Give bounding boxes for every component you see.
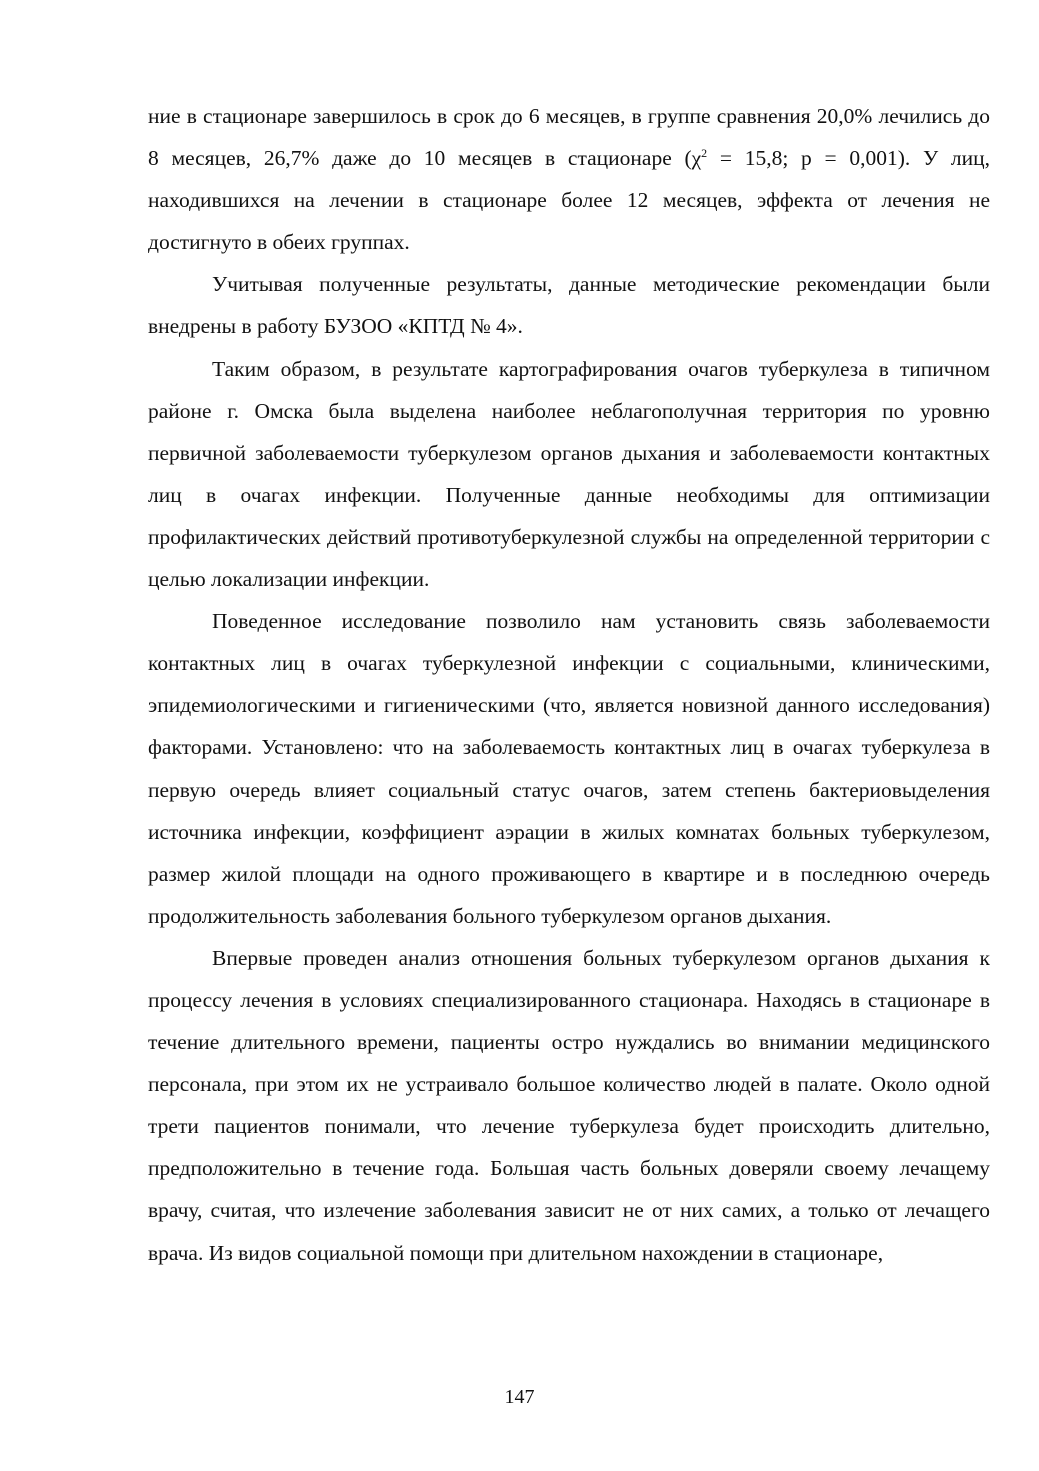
chi-square-superscript: 2 [701, 145, 708, 160]
page-number: 147 [504, 1386, 535, 1408]
body-text [148, 95, 990, 1274]
paragraph-1 [148, 95, 990, 263]
paragraph-1-text-start: ние в стационаре завершилось в срок до 6 месяцев, в группе сравнения 20,0% лечились до 8 месяцев, 26,7% даже до 10 месяцев в стационаре (χ [148, 104, 990, 171]
paragraph-1-text-end: = 15,8; р = 0,001). У лиц, находившихся на лечении в стационаре более 12 месяцев, эффекта от лечения не достигнуто в обеих группах. [148, 146, 990, 255]
paragraph-5: Впервые проведен анализ отношения больных туберкулезом органов дыхания к процессу лечения в условиях специализированного стационара. Находясь в стационаре в течение длительного времени, пациенты остро нуждались во внимании медицинского персонала, при этом их не устраивало большое количество людей в палате. Около одной трети пациентов понимали, что лечение туберкулеза будет происходить длительно, предположительно в течение года. Большая часть больных доверяли своему лечащему врачу, считая, что излечение заболевания зависит не от них самих, а только от лечащего врача. Из видов социальной помощи при длительном нахождении в стационаре, [148, 945, 990, 1265]
paragraph-4: Поведенное исследование позволило нам установить связь заболеваемости контактных лиц в очагах туберкулезной инфекции с социальными, клиническими, эпидемиологическими и гигиеническими (что, является новизной данного исследования) факторами. Установлено: что на заболеваемость контактных лиц в очагах туберкулеза в первую очередь влияет социальный статус очагов, затем степень бактериовыделения источника инфекции, коэффициент аэрации в жилых комнатах больных туберкулезом, размер жилой площади на одного проживающего в квартире и в последнюю очередь продолжительность заболевания больного туберкулезом органов дыхания. [148, 609, 990, 928]
paragraph-2: Учитывая полученные результаты, данные методические рекомендации были внедрены в работу БУЗОО «КПТД № 4». [148, 272, 990, 339]
paragraph-3: Таким образом, в результате картографирования очагов туберкулеза в типичном районе г. Омска была выделена наиболее неблагополучная территория по уровню первичной заболеваемости туберкулезом органов дыхания и заболеваемости контактных лиц в очагах инфекции. Полученные данные необходимы для оптимизации профилактических действий противотуберкулезной службы на определенной территории с целью локализации инфекции. [148, 356, 990, 592]
